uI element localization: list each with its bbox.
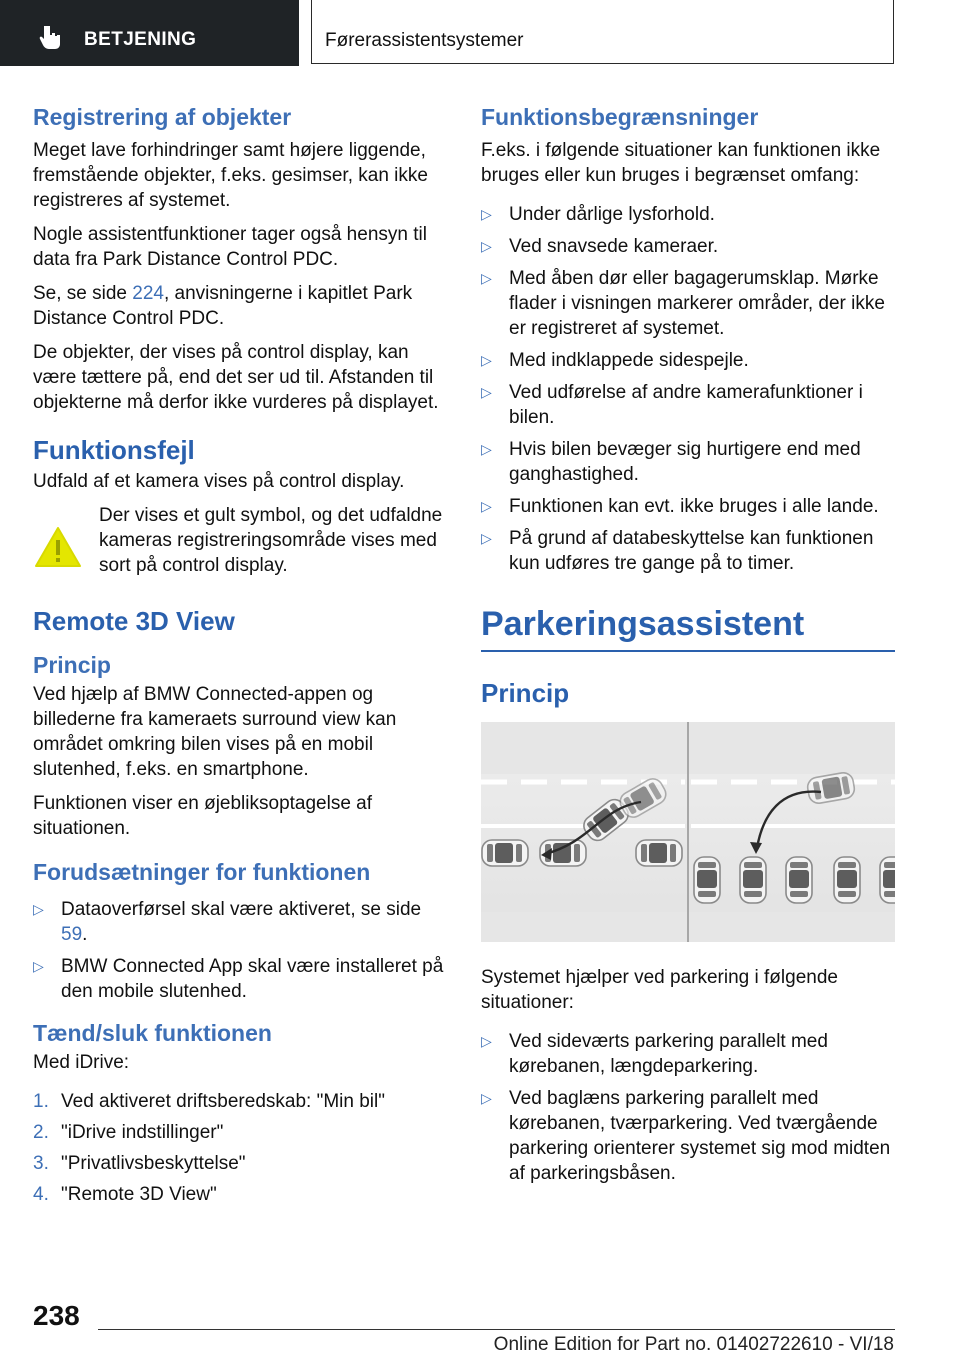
triangle-bullet-icon: ▷	[481, 270, 492, 286]
heading-rule	[481, 650, 895, 652]
heading-princip: Princip	[481, 678, 570, 708]
heading-parkeringsassistent: Parkeringsassistent	[481, 605, 805, 643]
heading-funktionsfejl: Funktionsfejl	[33, 435, 195, 465]
page-number: 238	[33, 1300, 80, 1331]
triangle-bullet-icon: ▷	[481, 441, 492, 457]
header-chapter-label: Førerassistentsystemer	[325, 30, 524, 51]
steps-list	[33, 1089, 451, 1207]
triangle-bullet-icon: ▷	[481, 530, 492, 546]
parking-illustration	[481, 722, 895, 942]
list-item: ▷ Ved sideværts parkering parallelt med kørebanen, længdeparkering.	[481, 1031, 828, 1077]
header-section-tab	[0, 0, 299, 66]
list-item: ▷ Hvis bilen bevæger sig hurtigere end med ganghastighed.	[481, 439, 861, 485]
paragraph: Se, se side 224, anvisningerne i kapitlet Park Distance Control PDC.	[33, 283, 413, 329]
list-item: ▷ Med åben dør eller bagagerumsklap. Mørke flader i visningen markerer områder, der ikke er registreret af systemet.	[481, 268, 885, 339]
page-link-224[interactable]: 224	[132, 283, 164, 304]
heading-princip: Princip	[33, 652, 111, 678]
heading-forudsaetninger: Forudsætninger for funktionen	[33, 859, 371, 885]
footer-rule	[98, 1329, 895, 1330]
triangle-bullet-icon: ▷	[33, 901, 44, 917]
triangle-bullet-icon: ▷	[481, 352, 492, 368]
limitations-list	[481, 202, 895, 576]
paragraph: Med iDrive:	[33, 1052, 130, 1073]
triangle-bullet-icon: ▷	[481, 206, 492, 222]
list-item: 4. "Remote 3D View"	[33, 1184, 217, 1205]
paragraph: De objekter, der vises på control display, kan være tættere på, end det ser ud til. Afstanden til objekterne må derfor ikke vurderes på displayet.	[33, 342, 439, 413]
list-item: ▷ Med indklappede sidespejle.	[481, 350, 749, 371]
footer-edition: Online Edition for Part no. 01402722610 - VI/18	[493, 1334, 894, 1355]
warning-triangle-icon	[33, 525, 83, 569]
list-item: ▷ På grund af databeskyttelse kan funktionen kun udføres tre gange på to timer.	[481, 528, 874, 574]
triangle-bullet-icon: ▷	[481, 238, 492, 254]
list-item: ▷ Dataoverførsel skal være aktiveret, se side 59.	[33, 899, 422, 945]
header-section-label: BETJENING	[84, 29, 197, 50]
warning-text: Der vises et gult symbol, og det udfaldne kameras registreringsområde vises med sort på control display.	[99, 505, 443, 576]
triangle-bullet-icon: ▷	[481, 1033, 492, 1049]
right-column	[481, 102, 895, 1194]
paragraph: Nogle assistentfunktioner tager også hensyn til data fra Park Distance Control PDC.	[33, 224, 427, 270]
list-item: 2. "iDrive indstillinger"	[33, 1122, 224, 1143]
list-item: 1. Ved aktiveret driftsberedskab: "Min bil"	[33, 1091, 385, 1112]
triangle-bullet-icon: ▷	[481, 384, 492, 400]
list-item: ▷ BMW Connected App skal være installeret på den mobile slutenhed.	[33, 956, 444, 1002]
header-chapter-box	[311, 0, 894, 64]
paragraph: Meget lave forhindringer samt højere liggende, fremstående objekter, f.eks. gesimser, kan ikke registreres af systemet.	[33, 140, 428, 211]
paragraph: F.eks. i følgende situationer kan funktionen ikke bruges eller kun bruges i begrænset omfang:	[481, 140, 881, 186]
paragraph: Funktionen viser en øjebliksoptagelse af situationen.	[33, 793, 373, 839]
paragraph: Udfald af et kamera vises på control display.	[33, 471, 405, 492]
warning-note	[33, 503, 451, 578]
page-link-59[interactable]: 59	[61, 924, 83, 945]
list-item: ▷ Ved snavsede kameraer.	[481, 236, 719, 257]
hand-pointer-icon	[38, 24, 64, 50]
list-item: ▷ Under dårlige lysforhold.	[481, 204, 715, 225]
list-item: 3. "Privatlivsbeskyttelse"	[33, 1153, 246, 1174]
triangle-bullet-icon: ▷	[481, 498, 492, 514]
requirements-list	[33, 897, 451, 1004]
triangle-bullet-icon: ▷	[33, 958, 44, 974]
parking-modes-list	[481, 1029, 895, 1186]
heading-registrering: Registrering af objekter	[33, 104, 292, 130]
list-item: ▷ Ved baglæns parkering parallelt med kørebanen, tværparkering. Ved tværgående parkering orienterer systemet sig mod midten af parkeringsbåsen.	[481, 1088, 891, 1184]
heading-remote-3d-view: Remote 3D View	[33, 606, 235, 636]
list-item: ▷ Ved udførelse af andre kamerafunktioner i bilen.	[481, 382, 863, 428]
paragraph: Systemet hjælper ved parkering i følgende situationer:	[481, 967, 838, 1013]
left-column	[33, 102, 451, 1213]
list-item: ▷ Funktionen kan evt. ikke bruges i alle lande.	[481, 496, 879, 517]
paragraph: Ved hjælp af BMW Connected-appen og billederne fra kameraets surround view kan området omkring bilen vises på en mobil slutenhed, f.eks. en smartphone.	[33, 684, 397, 780]
triangle-bullet-icon: ▷	[481, 1090, 492, 1106]
heading-taend-sluk: Tænd/sluk funktionen	[33, 1020, 272, 1046]
heading-funktionsbegraensninger: Funktionsbegrænsninger	[481, 104, 759, 130]
